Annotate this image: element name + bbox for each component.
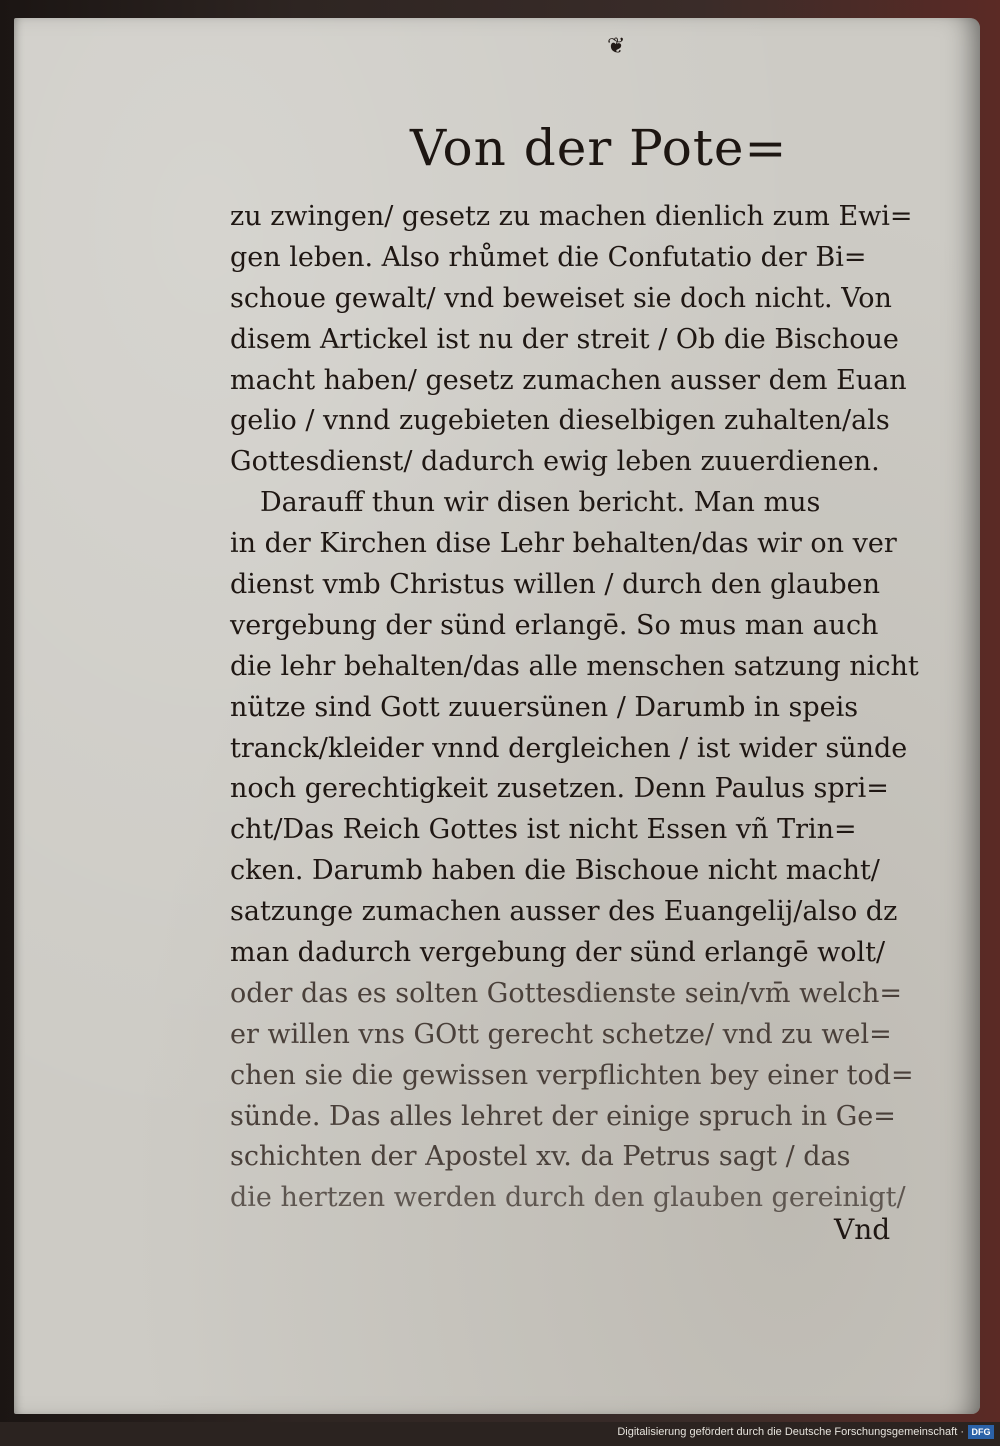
text-line: cken. Darumb haben die Bischoue nicht macht/ (230, 855, 880, 887)
catchword: Vnd (834, 1213, 891, 1246)
text-line: schoue gewalt/ vnd beweiset sie doch nicht. Von (230, 282, 892, 314)
running-head: Von der Pote= (410, 119, 788, 177)
text-line: vergebung der sünd erlangē. So mus man auch (230, 609, 879, 641)
text-line: nütze sind Gott zuuersünen / Darumb in speis (230, 691, 859, 723)
text-line: gelio / vnnd zugebieten dieselbigen zuhalten/als (230, 405, 890, 437)
text-line: oder das es solten Gottesdienste sein/vm̄ welch= (230, 977, 902, 1009)
text-line: dienst vmb Christus willen / durch den glauben (230, 569, 881, 601)
text-line: Darauff thun wir disen bericht. Man mus (260, 487, 821, 519)
text-line: tranck/kleider vnnd dergleichen / ist wider sünde (230, 732, 908, 764)
digitization-credit: Digitalisierung gefördert durch die Deutsche Forschungsgemeinschaft · (617, 1426, 964, 1438)
dfg-logo: DFG (968, 1425, 994, 1439)
body-text (230, 197, 919, 1219)
text-line: die hertzen werden durch den glauben gereinigt/ (230, 1182, 906, 1214)
text-line: die lehr behalten/das alle menschen satzung nicht (230, 650, 919, 682)
text-line: macht haben/ gesetz zumachen ausser dem Euan (230, 364, 907, 396)
text-line: in der Kirchen dise Lehr behalten/das wir on ver (230, 528, 897, 560)
text-line: chen sie die gewissen verpflichten bey einer tod= (230, 1059, 914, 1091)
text-line: sünde. Das alles lehret der einige spruch in Ge= (230, 1100, 896, 1132)
text-line: gen leben. Also rhůmet die Confutatio der Bi= (230, 241, 867, 273)
text-line: zu zwingen/ gesetz zu machen dienlich zum Ewi= (230, 201, 913, 232)
text-line: schichten der Apostel xv. da Petrus sagt / das (230, 1141, 851, 1173)
text-line: disem Artickel ist nu der streit / Ob die Bischoue (230, 323, 899, 355)
text-line: noch gerechtigkeit zusetzen. Denn Paulus spri= (230, 773, 889, 805)
printers-ornament: ❦ (607, 34, 626, 59)
text-line: satzunge zumachen ausser des Euangelij/also dz (230, 896, 898, 928)
text-line: er willen vns GOtt gerecht schetze/ vnd zu wel= (230, 1018, 892, 1050)
text-line: cht/Das Reich Gottes ist nicht Essen vñ Trin= (230, 814, 857, 846)
text-line: man dadurch vergebung der sünd erlangē wolt/ (230, 937, 886, 969)
text-line: Gottesdienst/ dadurch ewig leben zuuerdienen. (230, 446, 880, 478)
